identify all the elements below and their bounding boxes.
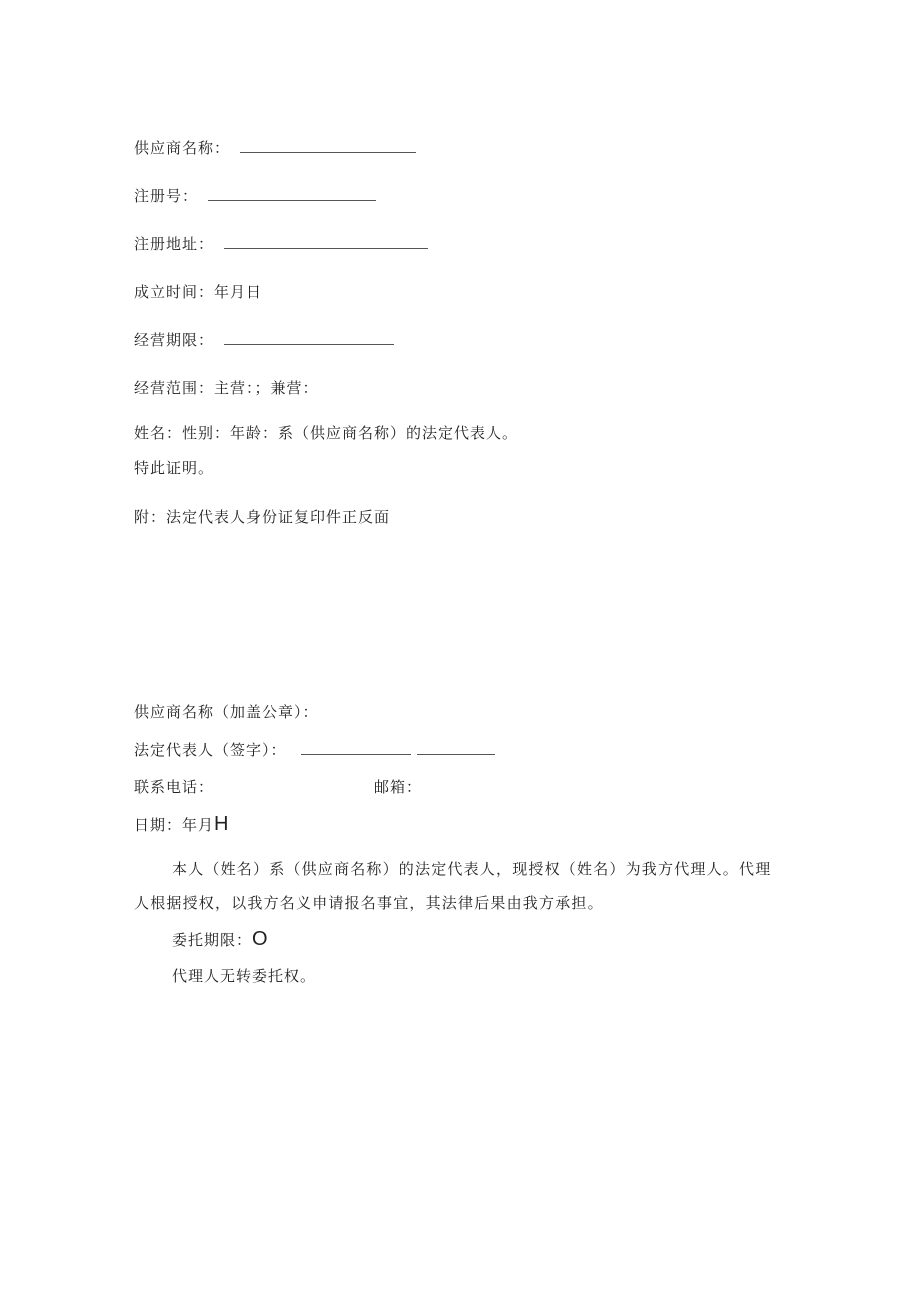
entrust-term-label: 委托期限： (172, 931, 253, 949)
reg-no-row (134, 186, 376, 206)
person-line: 姓名：性别：年龄：系（供应商名称）的法定代表人。 (134, 424, 519, 442)
term-label: 经营期限： (134, 331, 215, 349)
date-label: 日期：年月 (134, 816, 215, 834)
legal-rep-sign-blank-2 (417, 742, 495, 755)
no-transfer-line: 代理人无转委托权。 (172, 967, 317, 985)
reg-address-row (134, 234, 428, 254)
term-row (134, 330, 394, 350)
reg-no-blank (208, 188, 376, 201)
date-glyph: H (214, 813, 229, 835)
founded-row: 成立时间：年月日 (134, 283, 263, 301)
scope-row: 经营范围：主营：；兼营： (134, 379, 319, 397)
term-blank (224, 332, 394, 345)
entrust-term-glyph: O (252, 928, 268, 950)
legal-rep-sign-row (134, 740, 495, 760)
reg-no-label: 注册号： (134, 187, 199, 205)
attachment-line: 附：法定代表人身份证复印件正反面 (134, 508, 391, 526)
supplier-name-blank (240, 140, 416, 153)
legal-rep-sign-blank-1 (301, 742, 411, 755)
phone-label: 联系电话： (134, 778, 215, 796)
certify-line: 特此证明。 (134, 459, 215, 477)
reg-address-label: 注册地址： (134, 235, 215, 253)
reg-address-blank (224, 236, 428, 249)
email-label: 邮箱： (374, 778, 423, 796)
entrust-term-row (172, 929, 268, 950)
supplier-name-label: 供应商名称： (134, 139, 231, 157)
legal-rep-sign-label: 法定代表人（签字）： (134, 741, 287, 759)
supplier-seal-row: 供应商名称（加盖公章）： (134, 703, 319, 721)
supplier-name-row (134, 138, 416, 158)
date-row (134, 814, 228, 835)
authorization-paragraph: 本人（姓名）系（供应商名称）的法定代表人，现授权（姓名）为我方代理人。代理人根据授权，以我方名义申请报名事宜，其法律后果由我方承担。 (134, 860, 772, 912)
